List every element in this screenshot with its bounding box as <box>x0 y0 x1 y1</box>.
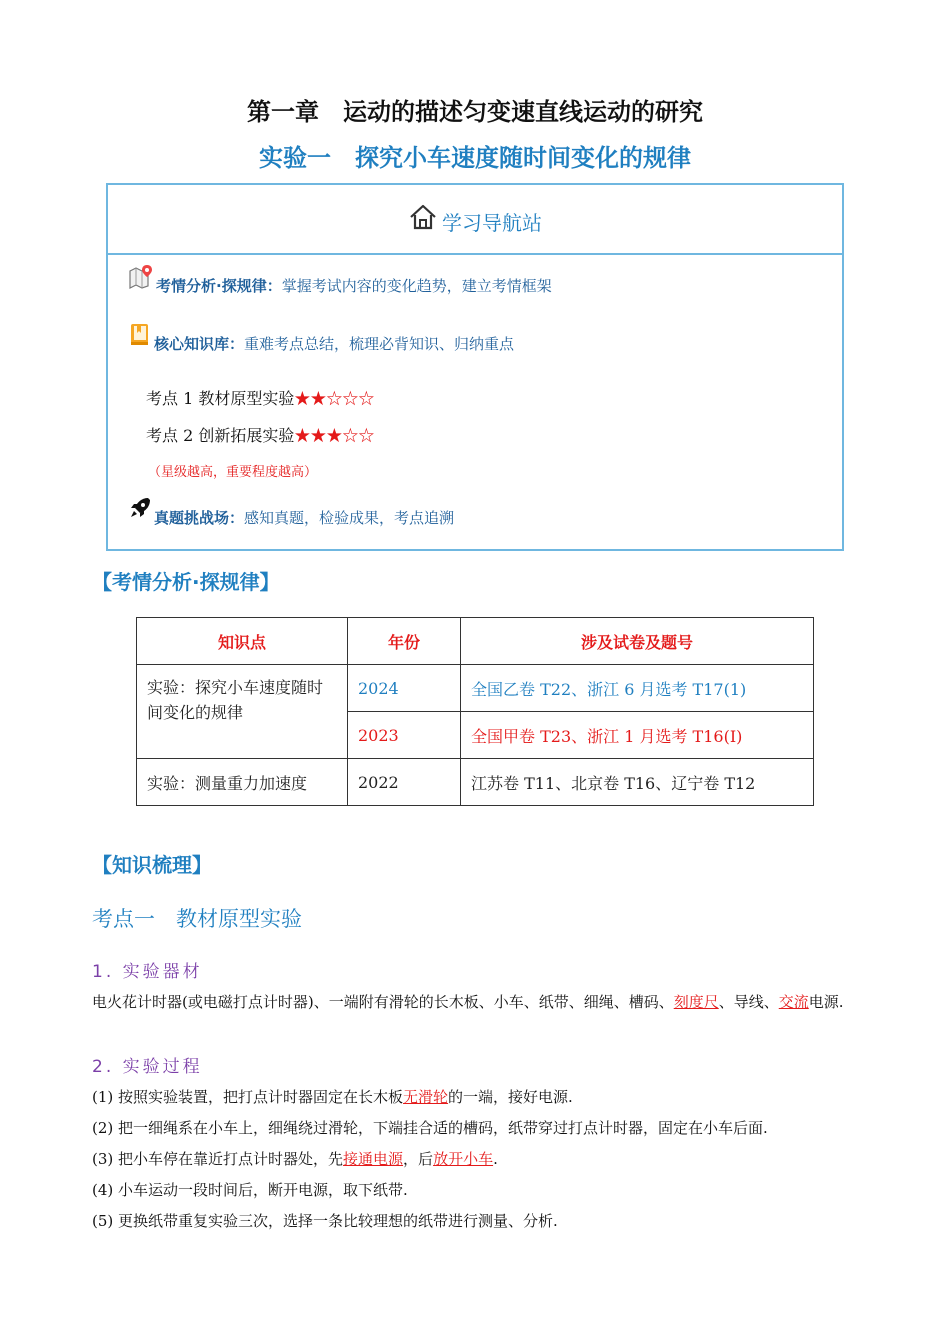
equipment-ac: 交流 <box>778 993 809 1011</box>
analysis-desc: 掌握考试内容的变化趋势，建立考情框架 <box>281 277 552 295</box>
key-point-2 <box>146 423 374 446</box>
knowledge-heading: 【知识梳理】 <box>92 853 212 877</box>
equipment-text-b: 、导线、 <box>718 993 779 1011</box>
analysis-heading: 【考情分析·探规律】 <box>92 570 280 594</box>
equipment-text <box>92 988 860 1016</box>
section1-title: 考点一 教材原型实验 <box>92 907 302 931</box>
exam-analysis-table <box>136 617 814 806</box>
row2-papers: 江苏卷 T11、北京卷 T16、辽宁卷 T12 <box>461 759 814 806</box>
row1b-papers: 全国甲卷 T23、浙江 1 月选考 T16(Ⅰ) <box>461 712 814 759</box>
step3-text-b: ，后 <box>403 1150 434 1168</box>
row1b-year: 2023 <box>348 712 461 759</box>
home-icon <box>408 203 438 235</box>
process-step-5: (5) 更换纸带重复实验三次，选择一条比较理想的纸带进行测量、分析. <box>92 1212 558 1230</box>
step1-text-b: 的一端，接好电源. <box>448 1088 573 1106</box>
nav-title: 学习导航站 <box>442 210 542 235</box>
step1-underline: 无滑轮 <box>403 1088 449 1106</box>
step1-text-a: (1) 按照实验装置，把打点计时器固定在长木板 <box>92 1088 404 1106</box>
key-point-2-stars: ★★★☆☆ <box>294 426 375 445</box>
core-label: 核心知识库： <box>154 335 245 353</box>
equipment-text-c: 电源. <box>808 993 844 1011</box>
equipment-heading: 1. 实验器材 <box>92 962 203 982</box>
step3-text-a: (3) 把小车停在靠近打点计时器处，先 <box>92 1150 344 1168</box>
process-heading: 2. 实验过程 <box>92 1057 203 1077</box>
key-point-1-stars: ★★☆☆☆ <box>294 389 375 408</box>
nav-core-row <box>128 319 514 354</box>
row2-year: 2022 <box>348 759 461 806</box>
process-step-4: (4) 小车运动一段时间后，断开电源，取下纸带. <box>92 1181 408 1199</box>
stars-note: （星级越高，重要程度越高） <box>148 465 318 480</box>
nav-analysis-row <box>128 259 552 296</box>
equipment-ruler: 刻度尺 <box>673 993 719 1011</box>
process-step-2: (2) 把一细绳系在小车上，细绳绕过滑轮，下端挂合适的槽码，纸带穿过打点计时器，固定在小车后面. <box>92 1119 768 1137</box>
challenge-label: 真题挑战场： <box>154 509 245 527</box>
header-papers: 涉及试卷及题号 <box>461 618 814 665</box>
key-point-2-text: 考点 2 创新拓展实验 <box>146 426 295 445</box>
table-row <box>137 665 814 712</box>
key-point-1-text: 考点 1 教材原型实验 <box>146 389 295 408</box>
row1a-papers: 全国乙卷 T22、浙江 6 月选考 T17(1) <box>461 665 814 712</box>
table-header-row <box>137 618 814 665</box>
map-pin-icon <box>128 263 154 293</box>
step3-underline-1: 接通电源 <box>343 1150 404 1168</box>
challenge-desc: 感知真题，检验成果，考点追溯 <box>244 509 455 527</box>
process-step-1 <box>92 1086 573 1107</box>
step3-underline-2: 放开小车 <box>433 1150 494 1168</box>
experiment-title: 实验一 探究小车速度随时间变化的规律 <box>259 144 691 172</box>
header-topic: 知识点 <box>137 618 348 665</box>
key-point-1 <box>146 386 374 409</box>
process-step-3 <box>92 1148 498 1169</box>
row1a-year: 2024 <box>348 665 461 712</box>
chapter-title: 第一章 运动的描述匀变速直线运动的研究 <box>247 98 703 126</box>
study-navigation-box <box>106 183 844 551</box>
nav-challenge-row <box>128 491 454 528</box>
book-icon <box>128 322 152 352</box>
rocket-icon <box>128 496 152 524</box>
core-desc: 重难考点总结，梳理必背知识、归纳重点 <box>244 335 515 353</box>
step3-text-c: . <box>493 1150 498 1168</box>
table-row <box>137 759 814 806</box>
analysis-label: 考情分析·探规律： <box>156 277 282 295</box>
row1-topic: 实验：探究小车速度随时间变化的规律 <box>137 665 348 759</box>
header-year: 年份 <box>348 618 461 665</box>
row2-topic: 实验：测量重力加速度 <box>137 759 348 806</box>
equipment-text-a: 电火花计时器(或电磁打点计时器)、一端附有滑轮的长木板、小车、纸带、细绳、槽码、 <box>92 993 674 1011</box>
nav-header <box>108 185 842 255</box>
